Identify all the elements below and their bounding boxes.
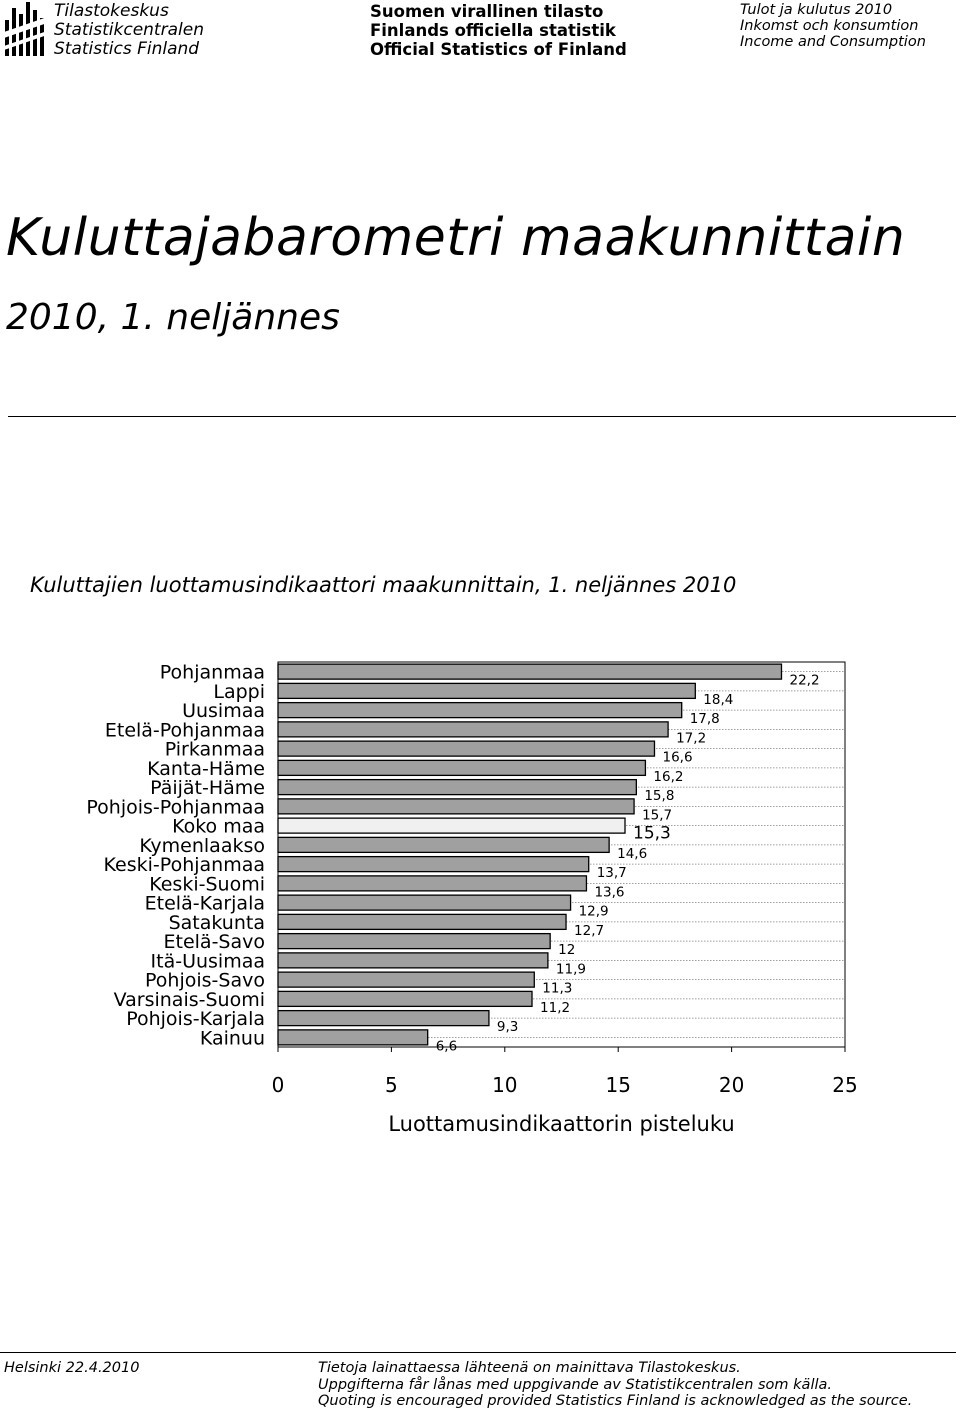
citation-note — [318, 1360, 912, 1410]
value-label: 17,2 — [676, 730, 707, 747]
bar — [278, 818, 625, 833]
official-statistics-label — [370, 2, 627, 59]
bar — [278, 683, 695, 698]
footer-divider — [0, 1352, 956, 1353]
bar-chart — [0, 650, 960, 1150]
x-tick-label: 20 — [718, 1073, 745, 1097]
page-subtitle: 2010, 1. neljännes — [6, 297, 340, 338]
category-label: Pohjois-Savo — [145, 969, 265, 992]
release-line-fi: Tulot ja kulutus 2010 — [740, 2, 893, 18]
category-label: Satakunta — [168, 911, 265, 934]
value-label: 11,9 — [555, 961, 586, 978]
category-label: Uusimaa — [182, 700, 265, 723]
bar — [278, 760, 645, 775]
page-title: Kuluttajabarometri maakunnittain — [6, 208, 906, 268]
series-line-fi: Suomen virallinen tilasto — [370, 2, 604, 21]
category-label: Keski-Suomi — [149, 873, 265, 896]
citation-line-sv: Uppgifterna får lånas med uppgivande av Statistikcentralen som källa. — [318, 1376, 832, 1393]
value-label: 6,6 — [435, 1038, 458, 1055]
category-label: Pohjois-Pohjanmaa — [86, 796, 265, 819]
category-label: Etelä-Pohjanmaa — [104, 719, 265, 742]
publication-date: Helsinki 22.4.2010 — [4, 1360, 140, 1376]
bar — [278, 703, 682, 718]
x-tick-label: 10 — [492, 1073, 518, 1097]
value-label: 11,3 — [542, 980, 573, 997]
bar — [278, 722, 668, 737]
category-label: Koko maa — [172, 815, 265, 838]
bar — [278, 876, 586, 891]
category-label: Pohjois-Karjala — [126, 1008, 265, 1031]
category-label: Itä-Uusimaa — [150, 950, 265, 973]
category-label: Etelä-Karjala — [144, 892, 265, 915]
bar — [278, 895, 571, 910]
value-label: 15,7 — [642, 807, 673, 824]
category-label: Lappi — [213, 680, 265, 703]
bar — [278, 837, 609, 852]
value-label: 12,7 — [574, 922, 605, 939]
bar — [278, 914, 566, 929]
bar — [278, 953, 548, 968]
category-label: Kainuu — [199, 1027, 265, 1050]
category-label: Pohjanmaa — [159, 661, 265, 684]
logo-line-en: Statistics Finland — [54, 39, 200, 59]
bar — [278, 780, 636, 795]
category-label: Pirkanmaa — [164, 738, 265, 761]
bar — [278, 1011, 489, 1026]
value-label: 16,2 — [653, 768, 684, 785]
citation-line-en: Quoting is encouraged provided Statistics Finland is acknowledged as the source. — [318, 1393, 913, 1409]
bar — [278, 664, 781, 679]
value-label: 15,8 — [644, 788, 675, 805]
category-label: Päijät-Häme — [150, 777, 265, 800]
organisation-name — [54, 2, 204, 59]
x-tick-label: 5 — [385, 1073, 398, 1097]
value-label: 13,7 — [596, 865, 627, 882]
series-line-sv: Finlands officiella statistik — [370, 21, 616, 40]
x-tick-label: 15 — [605, 1073, 631, 1097]
x-tick-label: 0 — [271, 1073, 285, 1097]
bar — [278, 799, 634, 814]
release-line-en: Income and Consumption — [740, 34, 926, 50]
value-label: 11,2 — [540, 999, 571, 1016]
series-line-en: Official Statistics of Finland — [370, 40, 627, 59]
category-label: Kymenlaakso — [139, 834, 265, 857]
bar — [278, 934, 550, 949]
category-label: Keski-Pohjanmaa — [103, 854, 265, 877]
bar — [278, 1030, 428, 1045]
value-label: 17,8 — [689, 711, 720, 728]
category-label: Kanta-Häme — [147, 757, 265, 780]
value-label: 16,6 — [662, 749, 693, 766]
value-label: 13,6 — [594, 884, 625, 901]
value-label: 12 — [558, 942, 576, 959]
citation-line-fi: Tietoja lainattaessa lähteenä on mainittava Tilastokeskus. — [318, 1360, 741, 1376]
bar — [278, 857, 589, 872]
x-axis-label: Luottamusindikaattorin pisteluku — [388, 1112, 735, 1136]
chart-title: Kuluttajien luottamusindikaattori maakunnittain, 1. neljännes 2010 — [30, 573, 737, 597]
category-label: Etelä-Savo — [163, 931, 265, 954]
x-tick-label: 25 — [832, 1073, 858, 1097]
value-label: 18,4 — [703, 691, 734, 708]
bar — [278, 972, 534, 987]
category-label: Varsinais-Suomi — [113, 988, 265, 1011]
value-label: 12,9 — [578, 903, 609, 920]
value-label: 15,3 — [633, 823, 671, 844]
value-label: 14,6 — [617, 845, 648, 862]
value-label: 22,2 — [789, 672, 820, 689]
header-divider — [8, 416, 956, 417]
bar — [278, 991, 532, 1006]
bar — [278, 741, 654, 756]
release-line-sv: Inkomst och konsumtion — [740, 18, 919, 34]
logo-line-sv: Statistikcentralen — [54, 20, 204, 40]
release-topic — [740, 2, 926, 50]
value-label: 9,3 — [496, 1019, 519, 1036]
logo-line-fi: Tilastokeskus — [54, 1, 169, 21]
statistics-finland-logo-icon — [4, 2, 50, 56]
